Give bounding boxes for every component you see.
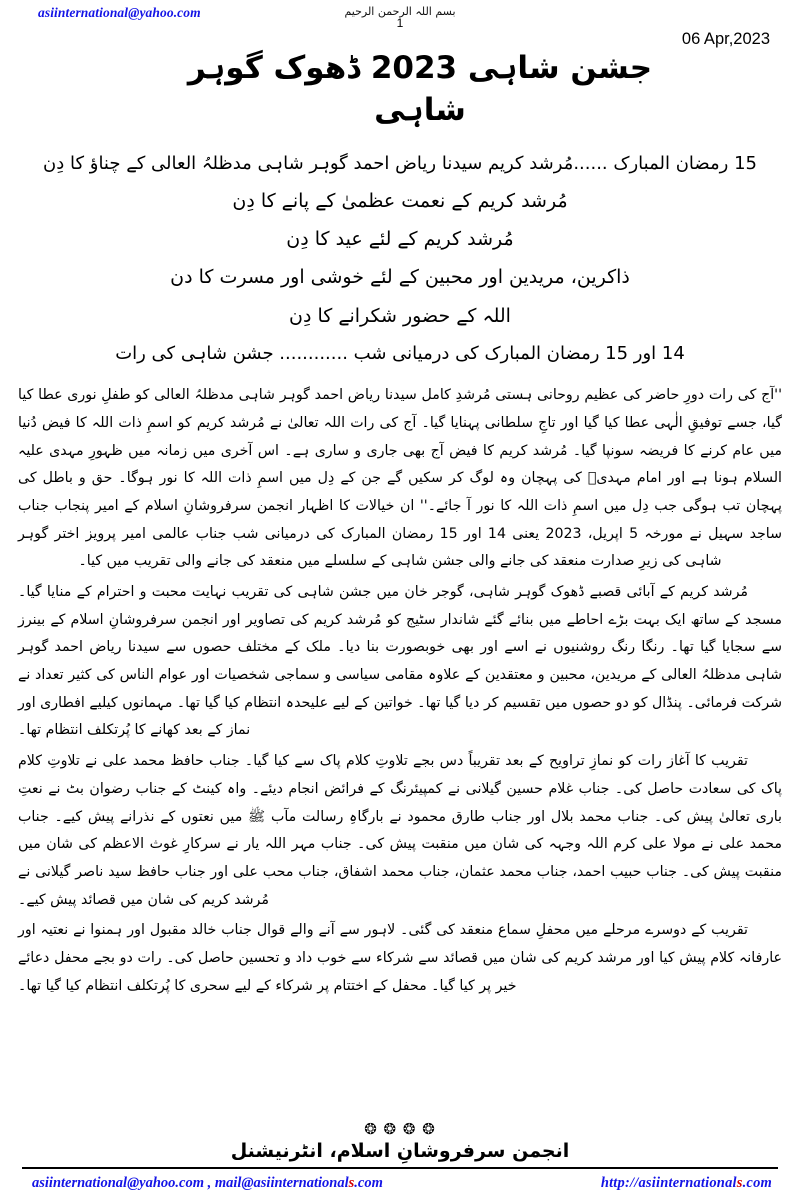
ornament-divider-icon: ❂ ❂ ❂ ❂ <box>364 1120 436 1139</box>
footer-email-secondary-accent[interactable]: s <box>348 1175 355 1191</box>
footer-website-accent[interactable]: s <box>736 1175 743 1191</box>
body-paragraph-3: تقریب کا آغاز رات کو نمازِ تراویح کے بعد تقریباً دس بجے تلاوتِ کلام پاک سے کیا گیا۔ جناب حافظ محمد علی نے تلاوتِ کلام پاک کی سعادت حاصل کی۔ جناب غلام حسین گیلانی نے کمپیئرنگ کے فرائض انجام دیئے۔ واہ کینٹ کے جناب رضوان بٹ نے نعتِ باری تعالیٰ پیش کی۔ جناب محمد بلال اور جناب طارق محمود نے بارگاہِ رسالت مآب ﷺ میں نعتوں کے نذرانے پیش کیے۔ جناب محمد علی نے مولا علی کرم اللہ وجہہ کی شان میں منقبت پیش کی۔ جناب مہر اللہ یار نے سرکارِ غوث الاعظم کی شان میں منقبت پیش کی۔ جناب حبیب احمد، جناب محمد عثمان، جناب محمد اشفاق، جناب محب علی اور جناب حافظ سید ناصر گیلانی نے مُرشد کریم کی شان میں قصائد پیش کیے۔ <box>18 753 782 908</box>
footer-email-secondary-post[interactable]: .com <box>354 1175 383 1191</box>
subtitle-line-4: ذاکرین، مریدین اور محبین کے لئے خوشی اور مسرت کا دن <box>170 266 630 289</box>
subtitle-block <box>14 150 786 369</box>
page-number: 1 <box>396 16 404 30</box>
page-header <box>14 4 786 48</box>
page-footer <box>14 1122 786 1192</box>
footer-divider <box>22 1167 778 1169</box>
footer-contact-bar <box>14 1175 786 1192</box>
footer-email-group[interactable] <box>32 1175 383 1192</box>
subtitle-line-3: مُرشد کریم کے لئے عید کا دِن <box>286 228 514 251</box>
footer-website-link[interactable] <box>601 1175 772 1192</box>
subtitle-line-5: اللہ کے حضور شکرانے کا دِن <box>289 304 511 327</box>
page-title: جشن شاہی 2023 ڈھوک گوہر شاہی <box>187 50 653 128</box>
subtitle-line-1: 15 رمضان المبارک ......مُرشد کریم سیدنا ریاض احمد گوہر شاہی مدظلہُ العالی کے چناؤ کا دِن <box>43 152 757 174</box>
footer-email-secondary-pre[interactable]: mail@asiinternational <box>214 1175 349 1191</box>
subtitle-line-2: مُرشد کریم کے نعمت عظمیٰ کے پانے کا دِن <box>232 189 568 212</box>
footer-email-primary[interactable]: asiinternational@yahoo.com <box>32 1175 204 1191</box>
organization-name: انجمن سرفروشانِ اسلام، انٹرنیشنل <box>230 1140 570 1163</box>
publication-date: 06 Apr,2023 <box>681 30 770 48</box>
body-paragraph-4: تقریب کے دوسرے مرحلے میں محفلِ سماع منعقد کی گئی۔ لاہور سے آنے والے قوال جناب خالد مقبول اور ہمنوا نے نعتیہ اور عارفانہ کلام پیش کیا اور مرشد کریم کی شان میں قصائد سے شرکاء سے خوب داد و تحسین حاصل کی۔ رات دو بجے محفل دعائے خیر پر کیا گیا۔ محفل کے اختتام پر شرکاء کے لیے سحری کا پُرتکلف انتظام کیا گیا تھا۔ <box>18 922 782 994</box>
header-email-link[interactable]: asiinternational@yahoo.com <box>38 5 201 20</box>
bismillah-text: بسم اللہ الرحمن الرحیم <box>344 5 456 18</box>
footer-website-pre[interactable]: http://asiinternational <box>600 1175 737 1191</box>
article-body <box>18 382 782 1000</box>
body-paragraph-2: مُرشد کریم کے آبائی قصبے ڈھوک گوہر شاہی، گوجر خان میں جشن شاہی کی تقریب نہایت محبت و احترام کے منایا گیا۔ مسجد کے ساتھ ایک بہت بڑے احاطے میں بنائے گئے شاندار سٹیج کو مُرشد کریم کی تصاویر اور انجمن سرفروشانِ اسلام کے بینرز سے سجایا گیا تھا۔ رنگا رنگ روشنیوں نے اسے اور بھی خوبصورت بنا دیا۔ ملک کے مختلف حصوں سے سیدنا ریاض احمد گوہر شاہی مدظلہُ العالی کے مریدین، محبین و معتقدین کے علاوہ مقامی سیاسی و سماجی شخصیات اور عوام الناس کی کثیر تعداد نے شرکت فرمائی۔ پنڈال کو دو حصوں میں تقسیم کر دیا گیا تھا۔ خواتین کے لیے علیحدہ انتظام کیا گیا تھا۔ مہمانوں کیلیے افطاری اور نماز کے بعد کھانے کا پُرتکلف انتظام تھا۔ <box>18 584 782 739</box>
footer-email-separator: , <box>204 1175 215 1191</box>
subtitle-line-6: 14 اور 15 رمضان المبارک کی درمیانی شب ............ جشن شاہی کی رات <box>115 343 685 365</box>
body-paragraph-1: ''آج کی رات دورِ حاضر کی عظیم روحانی ہستی مُرشدِ کامل سیدنا ریاض احمد گوہر شاہی مدظلہُ العالی کو طفلِ نوری عطا کیا گیا، جسے توفیقِ الٰہی عطا کیا گیا اور تاجِ سلطانی پہنایا گیا۔ آج کی رات اللہ تعالیٰ نے مُرشد کریم کو اسمِ ذات اللہ کا فیض دُنیا میں عام کرنے کا فریضہ سونپا گیا۔ مُرشد کریم کا فیض آج بھی جاری و ساری ہے۔ اس آخری میں زمانہ میں ظہورِ مہدی علیہ السلام ہونا ہے اور امام مہدیؑ کی پہچان وہ لوگ کر سکیں گے جن کے دِل میں اسمِ ذات اللہ کا نور ہوگا۔ حق و باطل کی پہچان تب ہوگی جب دِل میں اسمِ ذات اللہ کا نور آ جائے۔'' ان خیالات کا اظہار انجمن سرفروشانِ اسلام کے امیر پنجاب جناب ساجد سہیل نے مورخہ 5 اپریل، 2023 یعنی 14 اور 15 رمضان المبارک کی درمیانی شب جناب عالمی امیر پرویز اختر گوہر شاہی کی زیرِ صدارت منعقد کی جانے والی جشن شاہی کے سلسلے میں منعقد کی جانے والی تقریب میں کیا۔ <box>18 387 782 570</box>
footer-website-post[interactable]: .com <box>742 1175 772 1191</box>
